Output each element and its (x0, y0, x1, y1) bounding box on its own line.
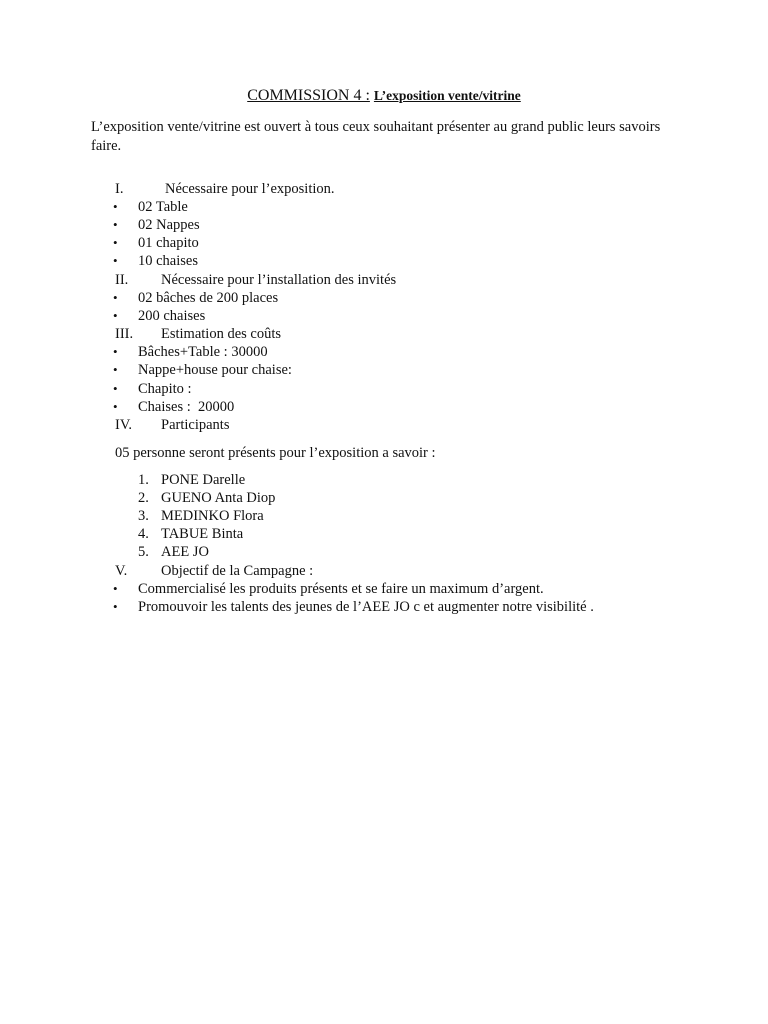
bullet-icon: • (113, 599, 118, 614)
section-number: II. (115, 272, 129, 288)
list-item-text: 200 chaises (138, 308, 206, 324)
participant-name: MEDINKO Flora (161, 508, 264, 524)
bullet-icon: • (113, 581, 118, 596)
bullet-icon: • (113, 199, 118, 214)
list-item-text: Nappe+house pour chaise: (138, 362, 292, 378)
title-main: COMMISSION 4 : (247, 87, 370, 104)
bullet-icon: • (113, 362, 118, 377)
list-item-text: Bâches+Table : 30000 (138, 344, 268, 360)
list-item-text: 10 chaises (138, 253, 198, 269)
list-item (0, 580, 768, 598)
list-item (0, 361, 768, 379)
list-item-text: 02 bâches de 200 places (138, 290, 279, 306)
section-heading (0, 562, 768, 580)
bullet-icon: • (113, 253, 118, 268)
section-number: IV. (115, 417, 133, 433)
bullet-icon: • (113, 308, 118, 323)
list-item (0, 307, 768, 325)
document-title (0, 87, 768, 105)
item-number: 1. (138, 472, 149, 488)
list-item-text: 01 chapito (138, 235, 199, 251)
list-item-text: Promouvoir les talents des jeunes de l’AEE JO c et augmenter notre visibilité . (138, 599, 594, 615)
section-number: I. (115, 181, 124, 197)
bullet-icon: • (113, 399, 118, 414)
participant-name: AEE JO (161, 544, 209, 560)
item-number: 3. (138, 508, 149, 524)
list-item-text: Chapito : (138, 381, 192, 397)
section-number: V. (115, 563, 128, 579)
section-title: Estimation des coûts (161, 326, 282, 342)
list-item (0, 216, 768, 234)
section-title: Objectif de la Campagne : (161, 563, 314, 579)
list-item (0, 380, 768, 398)
list-item (0, 252, 768, 270)
bullet-icon: • (113, 344, 118, 359)
item-number: 2. (138, 490, 149, 506)
list-item-text: Commercialisé les produits présents et se faire un maximum d’argent. (138, 581, 544, 597)
participants-paragraph: 05 personne seront présents pour l’exposition a savoir : (115, 445, 436, 461)
list-item (0, 398, 768, 416)
section-heading (0, 325, 768, 343)
numbered-item (0, 507, 768, 525)
numbered-item (0, 489, 768, 507)
bullet-icon: • (113, 381, 118, 396)
section-title: Nécessaire pour l’exposition. (165, 181, 335, 197)
list-item-text: Chaises : 20000 (138, 399, 235, 415)
participant-name: TABUE Binta (161, 526, 244, 542)
item-number: 4. (138, 526, 149, 542)
section-title: Participants (161, 417, 230, 433)
numbered-item (0, 471, 768, 489)
item-number: 5. (138, 544, 149, 560)
list-item (0, 198, 768, 216)
list-item-text: 02 Nappes (138, 217, 200, 233)
list-item (0, 289, 768, 307)
participant-name: GUENO Anta Diop (161, 490, 276, 506)
list-item (0, 598, 768, 616)
list-item (0, 234, 768, 252)
section-number: III. (115, 326, 134, 342)
section-heading (0, 271, 768, 289)
bullet-icon: • (113, 217, 118, 232)
numbered-item (0, 525, 768, 543)
list-item (0, 343, 768, 361)
intro-paragraph: L’exposition vente/vitrine est ouvert à tous ceux souhaitant présenter au grand public leurs savoirs faire. (91, 119, 661, 154)
section-heading (0, 180, 768, 198)
list-item-text: 02 Table (138, 199, 188, 215)
bullet-icon: • (113, 290, 118, 305)
bullet-icon: • (113, 235, 118, 250)
participant-name: PONE Darelle (161, 472, 246, 488)
section-title: Nécessaire pour l’installation des invités (161, 272, 397, 288)
title-subtitle: L’exposition vente/vitrine (373, 88, 521, 103)
numbered-item (0, 543, 768, 561)
section-heading (0, 416, 768, 434)
